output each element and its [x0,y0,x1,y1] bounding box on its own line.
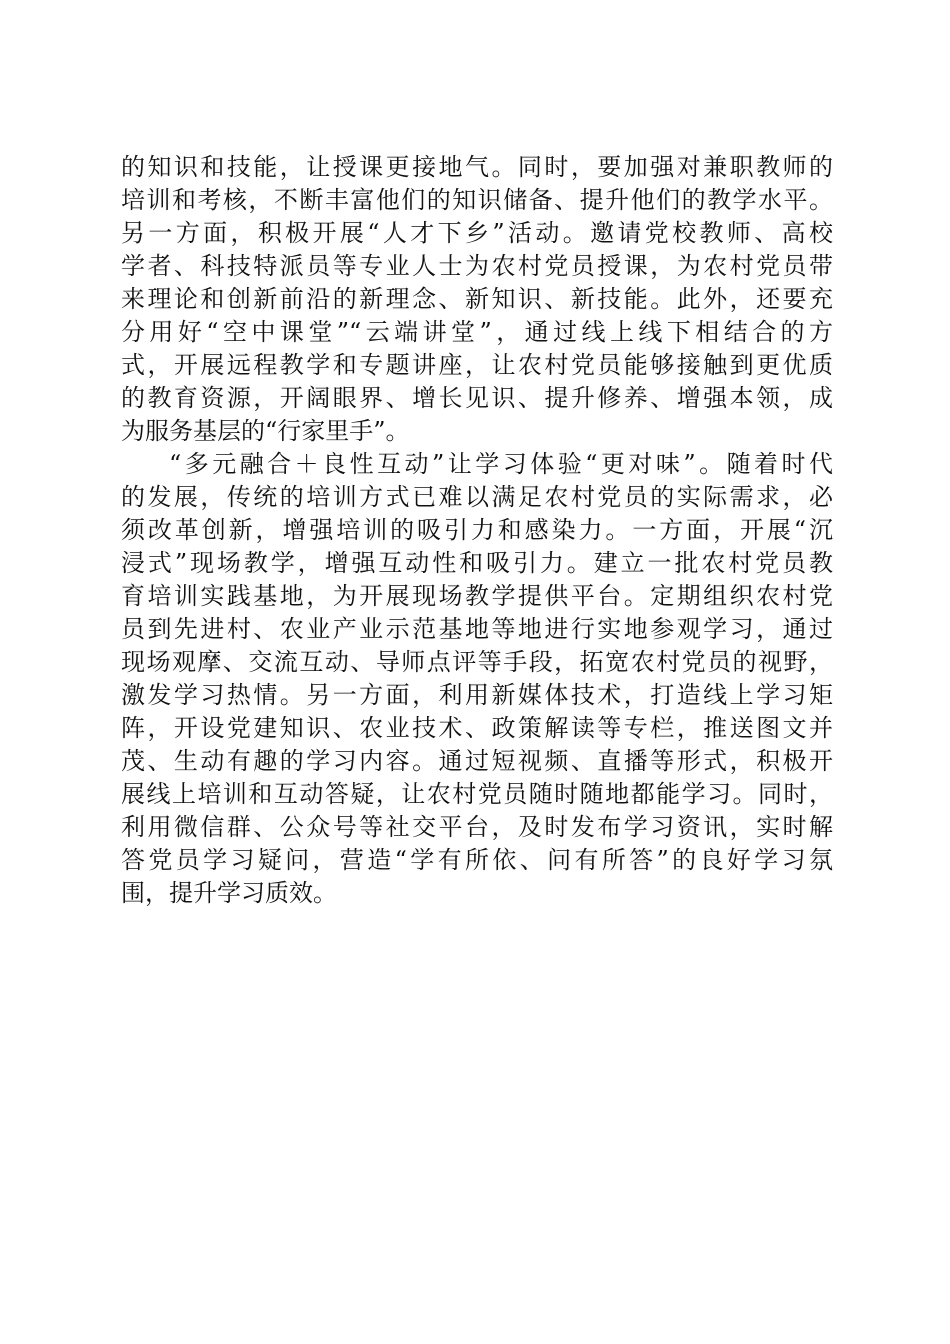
text-line: 答党员学习疑问，营造“学有所依、问有所答”的良好学习氛 [121,846,833,874]
text-line: 须改革创新，增强培训的吸引力和感染力。一方面，开展“沉 [121,516,833,544]
text-line: 利用微信群、公众号等社交平台，及时发布学习资讯，实时解 [121,813,833,841]
text-line: 式，开展远程教学和专题讲座，让农村党员能够接触到更优质 [121,351,833,379]
paragraph-2 [121,448,833,910]
text-line: 育培训实践基地，为开展现场教学提供平台。定期组织农村党 [121,582,833,610]
text-line: 的知识和技能，让授课更接地气。同时，要加强对兼职教师的 [121,153,833,181]
text-line: 阵，开设党建知识、农业技术、政策解读等专栏，推送图文并 [121,714,833,742]
text-line: 来理论和创新前沿的新理念、新知识、新技能。此外，还要充 [121,285,833,313]
text-line: 围，提升学习质效。 [121,879,337,907]
text-line: 的发展，传统的培训方式已难以满足农村党员的实际需求，必 [121,483,833,511]
document-body [121,151,833,910]
text-line: 培训和考核，不断丰富他们的知识储备、提升他们的教学水平。 [121,186,833,214]
text-line: 另一方面，积极开展“人才下乡”活动。邀请党校教师、高校 [121,219,833,247]
text-line: 茂、生动有趣的学习内容。通过短视频、直播等形式，积极开 [121,747,833,775]
text-line: “多元融合＋良性互动”让学习体验“更对味”。随着时代 [169,450,833,478]
text-line: 员到先进村、农业产业示范基地等地进行实地参观学习，通过 [121,615,833,643]
text-line: 的教育资源，开阔眼界、增长见识、提升修养、增强本领，成 [121,384,833,412]
text-line: 分用好“空中课堂”“云端讲堂”，通过线上线下相结合的方 [121,318,833,346]
text-line: 现场观摩、交流互动、导师点评等手段，拓宽农村党员的视野， [121,648,833,676]
paragraph-1 [121,151,833,448]
text-line: 浸式”现场教学，增强互动性和吸引力。建立一批农村党员教 [121,549,833,577]
text-line: 展线上培训和互动答疑，让农村党员随时随地都能学习。同时， [121,780,833,808]
text-line: 为服务基层的“行家里手”。 [121,417,410,445]
text-line: 激发学习热情。另一方面，利用新媒体技术，打造线上学习矩 [121,681,833,709]
text-line: 学者、科技特派员等专业人士为农村党员授课，为农村党员带 [121,252,833,280]
